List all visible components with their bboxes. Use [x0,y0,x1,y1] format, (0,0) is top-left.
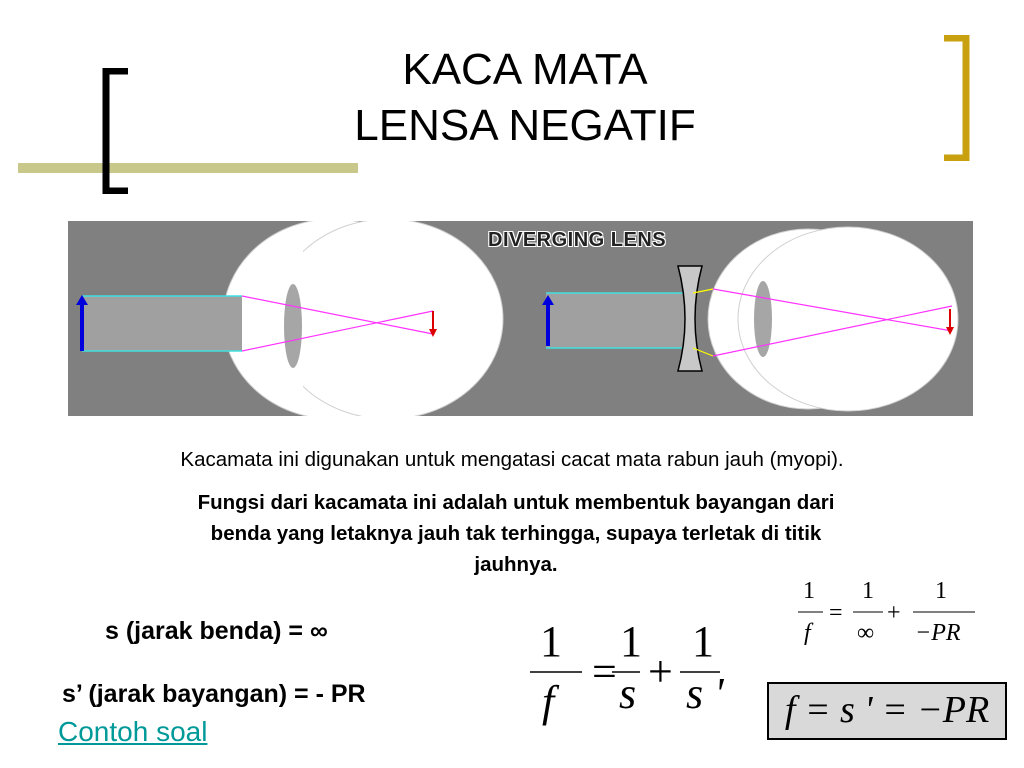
formula-eq: = [592,647,617,696]
left-bracket-icon [100,68,132,194]
right-bracket-icon [940,35,972,161]
contoh-soal-link[interactable]: Contoh soal [58,716,208,747]
formula-plus: + [648,647,673,696]
title-line-1: KACA MATA [402,45,648,94]
header-rule [18,163,358,173]
formula-num-1: 1 [540,617,562,666]
small-eq: = [829,600,843,626]
small-plus: + [887,600,901,626]
small-num-1: 1 [803,578,815,604]
object-distance-text: s (jarak benda) = ∞ [105,617,328,645]
small-den-1: f [804,620,811,646]
caption-text: Kacamata ini digunakan untuk mengatasi cacat mata rabun jauh (myopi). [180,448,844,471]
paragraph-line-2: benda yang letaknya jauh tak terhingga, supaya terletak di titik [210,522,822,545]
formula-den-2: s [619,669,637,718]
formula-num-3: 1 [692,617,714,666]
title-line-2: LENSA NEGATIF [354,101,696,150]
paragraph-line-3: jauhnya. [474,553,558,576]
diverging-lens-label: DIVERGING LENS [488,229,667,251]
image-distance-text: s’ (jarak bayangan) = - PR [62,680,366,708]
small-den-3: −PR [915,620,961,646]
result-formula-box [767,682,1007,740]
slide-title [200,42,850,154]
diverging-lens-diagram [68,221,973,416]
function-paragraph [60,487,972,580]
small-den-2: ∞ [857,620,875,646]
result-formula: f = s ' = −PR [784,689,990,731]
formula-num-2: 1 [620,617,642,666]
formula-den-1: f [542,677,555,726]
small-num-3: 1 [935,578,947,604]
small-formula [795,572,985,652]
paragraph-line-1: Fungsi dari kacamata ini adalah untuk membentuk bayangan dari [197,491,835,514]
small-num-2: 1 [862,578,874,604]
formula-den-3: s ' [686,669,724,718]
lens-formula [520,608,730,728]
